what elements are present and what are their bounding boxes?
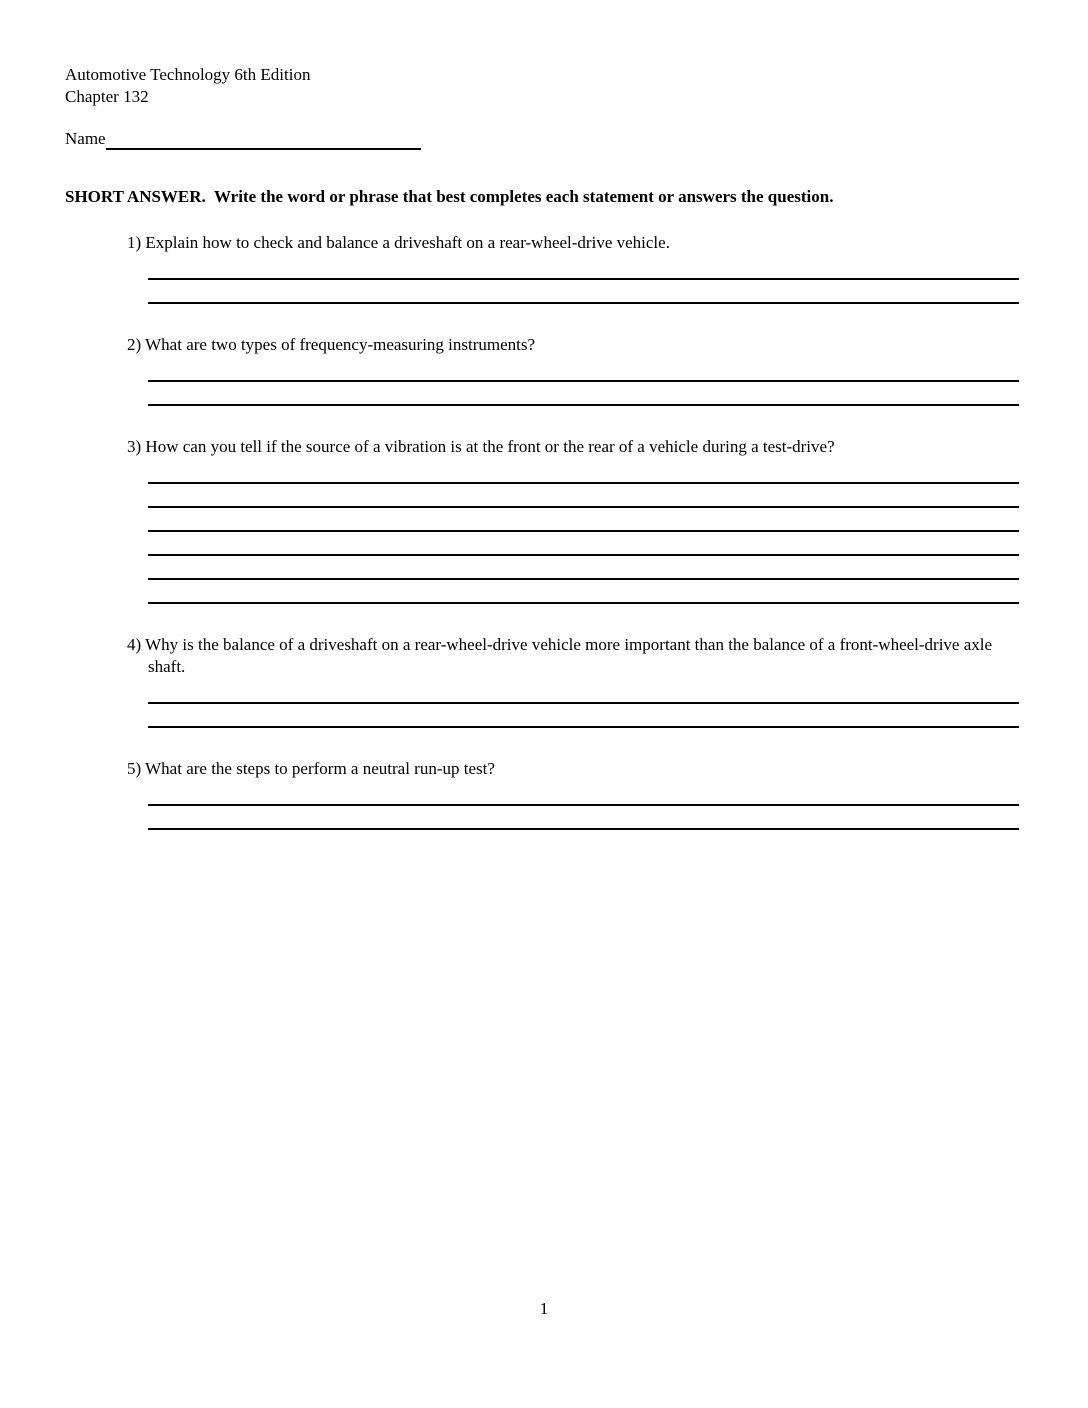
answer-line [148,532,1019,556]
question-item [127,232,1019,304]
answer-lines [148,460,1019,604]
question-text [127,436,1019,458]
question-number: 3) [127,437,142,456]
name-label: Name [65,129,106,148]
question-number: 1) [127,233,142,252]
question-text [127,758,1019,780]
question-text [127,232,1019,254]
document-chapter: Chapter 132 [65,87,149,106]
answer-line [148,460,1019,484]
answer-lines [148,680,1019,728]
question-number: 5) [127,759,142,778]
question-item [127,436,1019,604]
answer-lines [148,782,1019,830]
question-item [127,634,1019,728]
answer-line [148,484,1019,508]
name-row [65,128,1019,150]
question-body: Explain how to check and balance a driveshaft on a rear-wheel-drive vehicle. [145,233,670,252]
answer-line [148,782,1019,806]
question-item [127,758,1019,830]
answer-line [148,382,1019,406]
answer-line [148,806,1019,830]
page-number: 1 [539,1299,549,1318]
question-text [127,634,1019,678]
question-body: What are the steps to perform a neutral run-up test? [145,759,495,778]
answer-line [148,556,1019,580]
question-number: 4) [127,635,142,654]
answer-line [148,580,1019,604]
answer-line [148,358,1019,382]
question-text [127,334,1019,356]
question-number: 2) [127,335,142,354]
question-body: Why is the balance of a driveshaft on a rear-wheel-drive vehicle more important than the balance of a front-wheel-drive axle shaft. [145,635,993,676]
question-item [127,334,1019,406]
document-title: Automotive Technology 6th Edition [65,65,311,84]
document-header [65,64,1019,108]
question-body: What are two types of frequency-measuring instruments? [145,335,536,354]
section-heading: SHORT ANSWER. Write the word or phrase that best completes each statement or answers the question. [65,187,834,206]
answer-lines [148,358,1019,406]
question-body: How can you tell if the source of a vibration is at the front or the rear of a vehicle during a test-drive? [145,437,835,456]
answer-line [148,680,1019,704]
answer-line [148,704,1019,728]
answer-line [148,280,1019,304]
answer-lines [148,256,1019,304]
answer-line [148,256,1019,280]
name-blank-line [106,128,421,150]
answer-line [148,508,1019,532]
questions [127,232,1019,830]
